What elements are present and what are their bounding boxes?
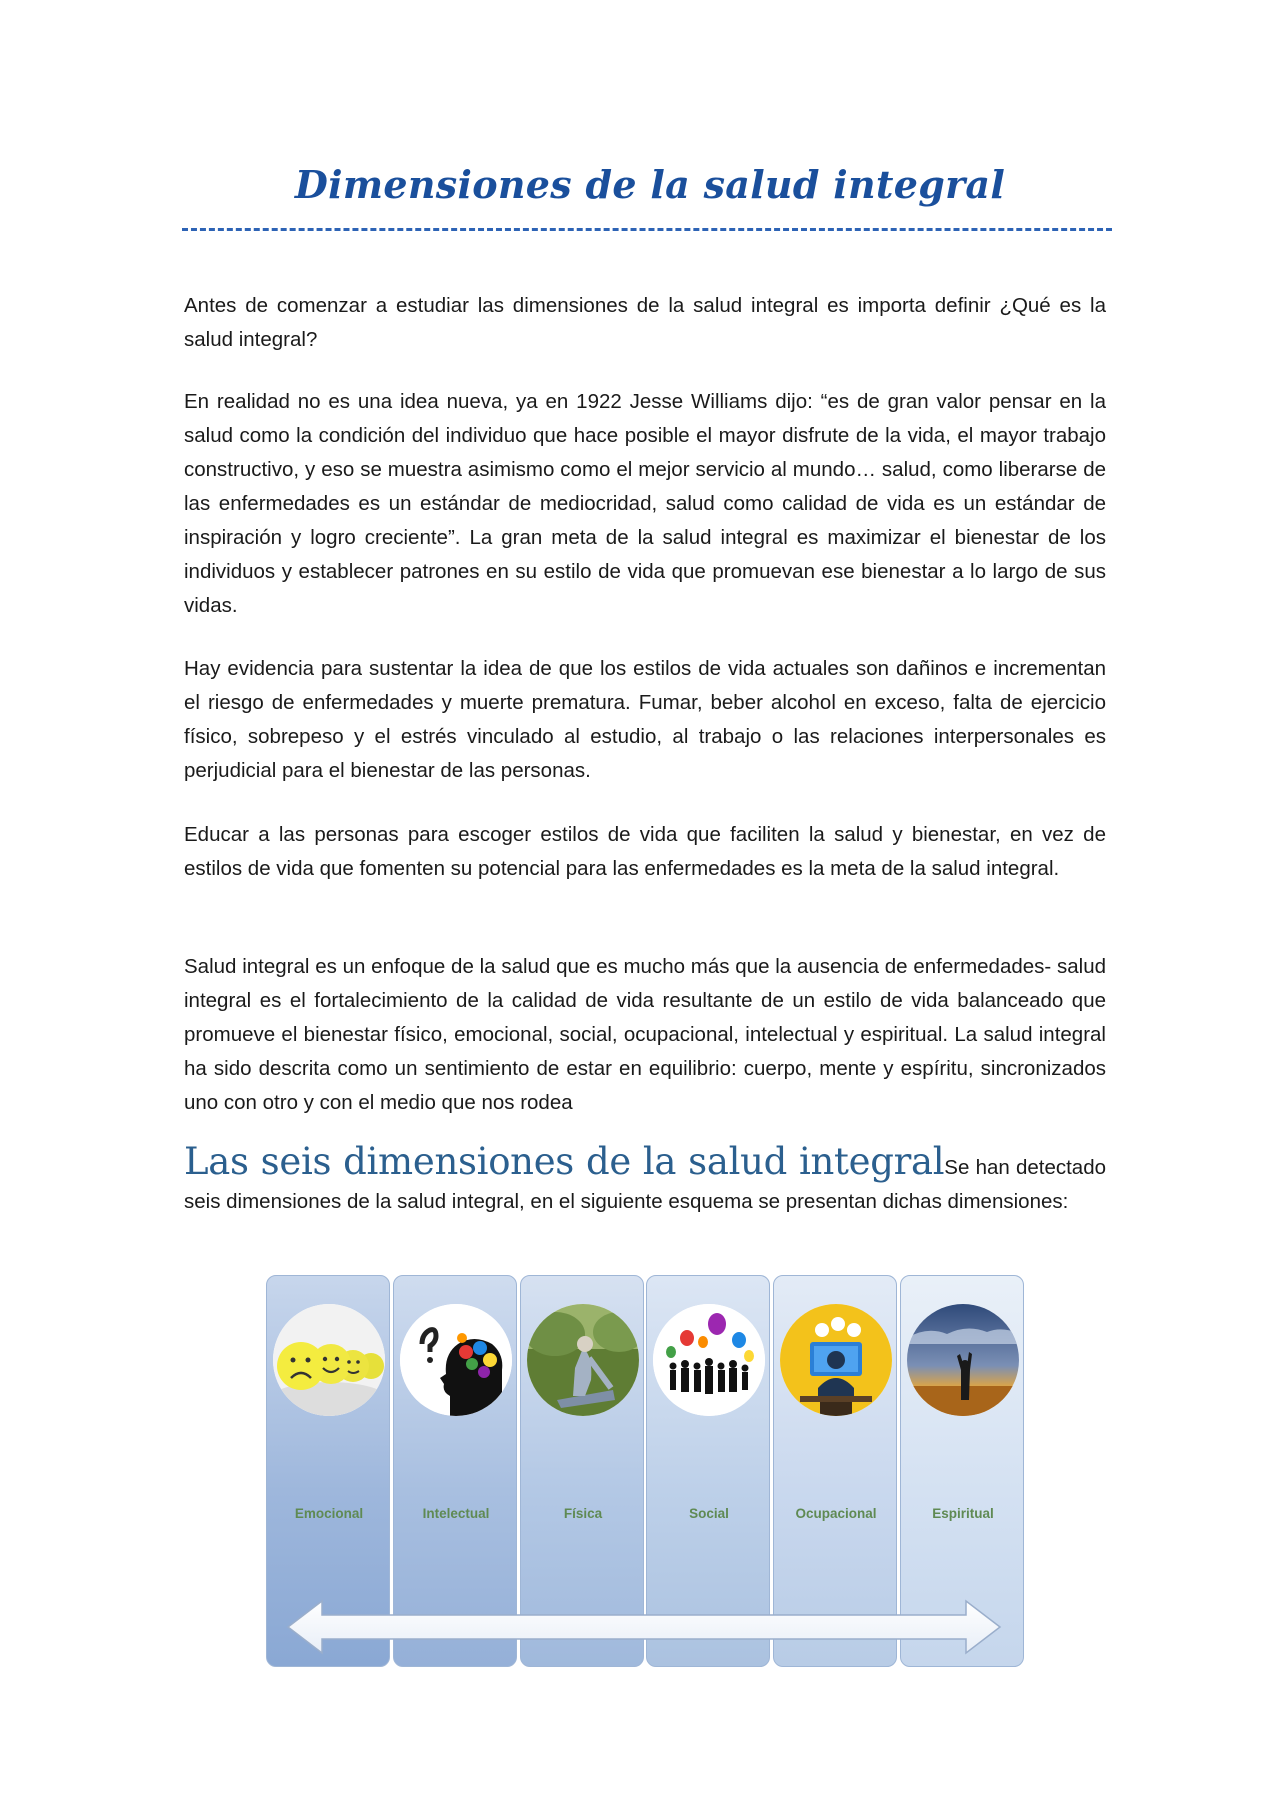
section-heading: Las seis dimensiones de la salud integral [184, 1140, 945, 1183]
dimension-label: Ocupacional [795, 1506, 877, 1521]
paragraph-history: En realidad no es una idea nueva, ya en 1922 Jesse Williams dijo: “es de gran valor pensar en la salud como la condición del individuo que hace posible el mayor disfrute de la vida, el mayor trabajo constructivo, y eso se muestra asimismo como el mejor servicio al mundo… salud, como liberarse de las enfermedades es un estándar de mediocridad, salud como calidad de vida es un estándar de inspiración y logro creciente”. La gran meta de la salud integral es maximizar el bienestar de los individuos y establecer patrones en su estilo de vida que promuevan ese bienestar a lo largo de sus vidas. [184, 390, 1106, 617]
section-paragraph [184, 1140, 1107, 1219]
dimensions-diagram [266, 1275, 1023, 1667]
people-speech-bubbles-icon [653, 1304, 765, 1416]
paragraph-education: Educar a las personas para escoger estilos de vida que faciliten la salud y bienestar, en vez de estilos de vida que fomenten su potencial para las enfermedades es la meta de la salud integral. [184, 823, 1106, 880]
stretching-person-icon [527, 1304, 639, 1416]
paragraph-definition: Salud integral es un enfoque de la salud que es mucho más que la ausencia de enfermedades- salud integral es el fortalecimiento de la calidad de vida resultante de un estilo de vida balanceado que promueve el bienestar físico, emocional, social, ocupacional, intelectual y espiritual. La salud integral ha sido descrita como un sentimiento de estar en equilibrio: cuerpo, mente y espíritu, sincronizados uno con otro y con el medio que nos rodea [184, 955, 1106, 1114]
emotion-faces-icon [273, 1304, 385, 1416]
dimension-label: Emocional [294, 1506, 364, 1521]
section-intro: Se han detectado seis dimensiones de la salud integral, en el siguiente esquema se presentan dichas dimensiones: [184, 1156, 1107, 1213]
dimension-label: Social [689, 1506, 729, 1521]
paragraph-intro: Antes de comenzar a estudiar las dimensiones de la salud integral es importa definir ¿Qué es la salud integral? [184, 294, 1106, 351]
dimension-label: Espiritual [932, 1506, 994, 1521]
paragraph-evidence: Hay evidencia para sustentar la idea de que los estilos de vida actuales son dañinos e incrementan el riesgo de enfermedades y muerte prematura. Fumar, beber alcohol en exceso, falta de ejercicio físico, sobrepeso y el estrés vinculado al estudio, al trabajo o las relaciones interpersonales es perjudicial para el bienestar de las personas. [184, 657, 1106, 782]
dimension-label: Física [563, 1506, 603, 1521]
title-divider [182, 228, 1112, 231]
dimension-label: Intelectual [422, 1506, 490, 1521]
person-sunset-icon [907, 1304, 1019, 1416]
double-arrow-icon [286, 1597, 1003, 1657]
page-title: Dimensiones de la salud integral [294, 162, 1006, 207]
head-gears-icon [400, 1304, 512, 1416]
person-at-computer-icon [780, 1304, 892, 1416]
